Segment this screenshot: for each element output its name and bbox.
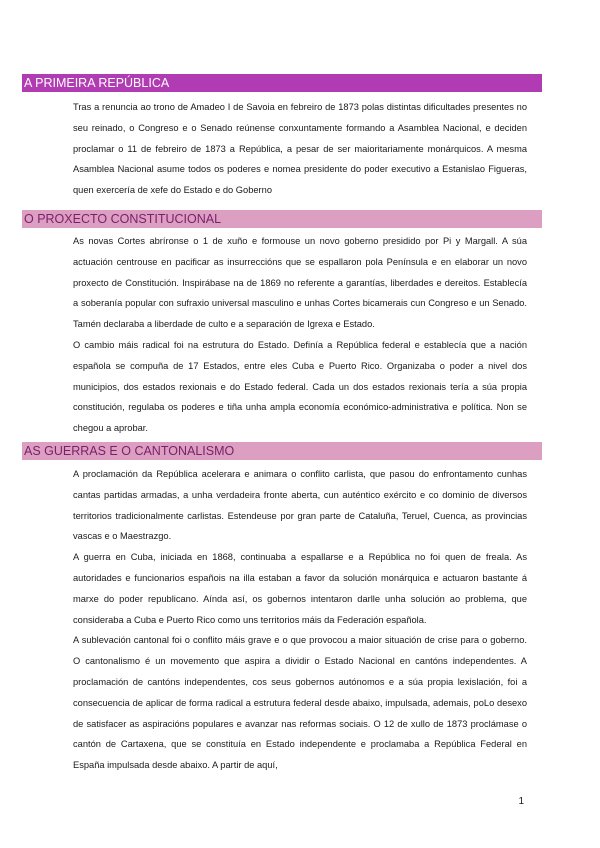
section-heading-guerras-cantonalismo: AS GUERRAS E O CANTONALISMO bbox=[22, 442, 542, 460]
section-body-proxecto-constitucional bbox=[73, 231, 527, 439]
paragraph: Tras a renuncia ao trono de Amadeo I de Savoia en febreiro de 1873 polas distintas dificultades presentes no seu reinado, o Congreso e o Senado reúnense conxuntamente formando a Asamblea Nacional, e deciden proclamar o 11 de febreiro de 1873 a República, a pesar de ser maioritariamente monárquicos. A mesma Asamblea Nacional asume todos os poderes e nomea presidente do poder executivo a Estanislao Figueras, quen exercería de xefe do Estado e do Goberno bbox=[73, 102, 527, 196]
section-heading-primeira-republica: A PRIMEIRA REPÚBLICA bbox=[22, 74, 542, 92]
paragraph: A guerra en Cuba, iniciada en 1868, continuaba a espallarse e a República no foi quen de freala. As autoridades e funcionarios españois na illa estaban a favor da solución monárquica e actuaron bastante á marxe do poder republicano. Aínda así, os gobernos intentaron darlle unha solución ao problema, que consideraba a Cuba e Puerto Rico como uns territorios máis da Federación española. bbox=[73, 552, 527, 625]
paragraph: A proclamación da República acelerara e animara o conflito carlista, que pasou do enfrontamento cunhas cantas partidas armadas, a unha verdadeira fronte aberta, cun auténtico exército e co dominio de diversos territorios tradicionalmente carlistas. Estendeuse por gran parte de Cataluña, Teruel, Cuenca, as provincias vascas e o Maestrazgo. bbox=[73, 469, 527, 542]
paragraph: As novas Cortes abríronse o 1 de xuño e formouse un novo goberno presidido por Pi y Margall. A súa actuación centrouse en pacificar as insurreccións que se espallaron pola Península e en elaborar un novo proxecto de Constitución. Inspirábase na de 1869 no referente a garantías, liberdades e dereitos. Establecía a soberanía popular con sufraxio universal masculino e unhas Cortes bicamerais cun Congreso e un Senado. Tamén declaraba a liberdade de culto e a separación de Igrexa e Estado. bbox=[73, 236, 527, 330]
page-number: 1 bbox=[518, 796, 524, 807]
section-body-guerras-cantonalismo bbox=[73, 464, 527, 776]
section-heading-proxecto-constitucional: O PROXECTO CONSTITUCIONAL bbox=[22, 210, 542, 228]
section-body-primeira-republica bbox=[73, 97, 527, 201]
paragraph: A sublevación cantonal foi o conflito máis grave e o que provocou a maior situación de crise para o goberno. O cantonalismo é un movemento que aspira a dividir o Estado Nacional en cantóns independentes. A proclamación de cantóns independentes, cos seus gobernos autónomos e a súa propia lexislación, foi a consecuencia de aplicar de forma radical a estrutura federal desde abaixo, impulsada, ademais, poLo desexo de satisfacer as aspiracións populares e avanzar nas reformas sociais. O 12 de xullo de 1873 proclámase o cantón de Cartaxena, que se constituía en Estado independente e proclamaba a República Federal en España impulsada desde abaixo. A partir de aquí, bbox=[73, 635, 527, 771]
paragraph: O cambio máis radical foi na estrutura do Estado. Definía a República federal e establecía que a nación española se compuña de 17 Estados, entre eles Cuba e Puerto Rico. Organizaba o poder a nivel dos municipios, dos estados rexionais e do Estado federal. Cada un dos estados rexionais tería a súa propia constitución, regulaba os poderes e tiña unha ampla economía económico-administrativa e política. Non se chegou a aprobar. bbox=[73, 339, 527, 434]
